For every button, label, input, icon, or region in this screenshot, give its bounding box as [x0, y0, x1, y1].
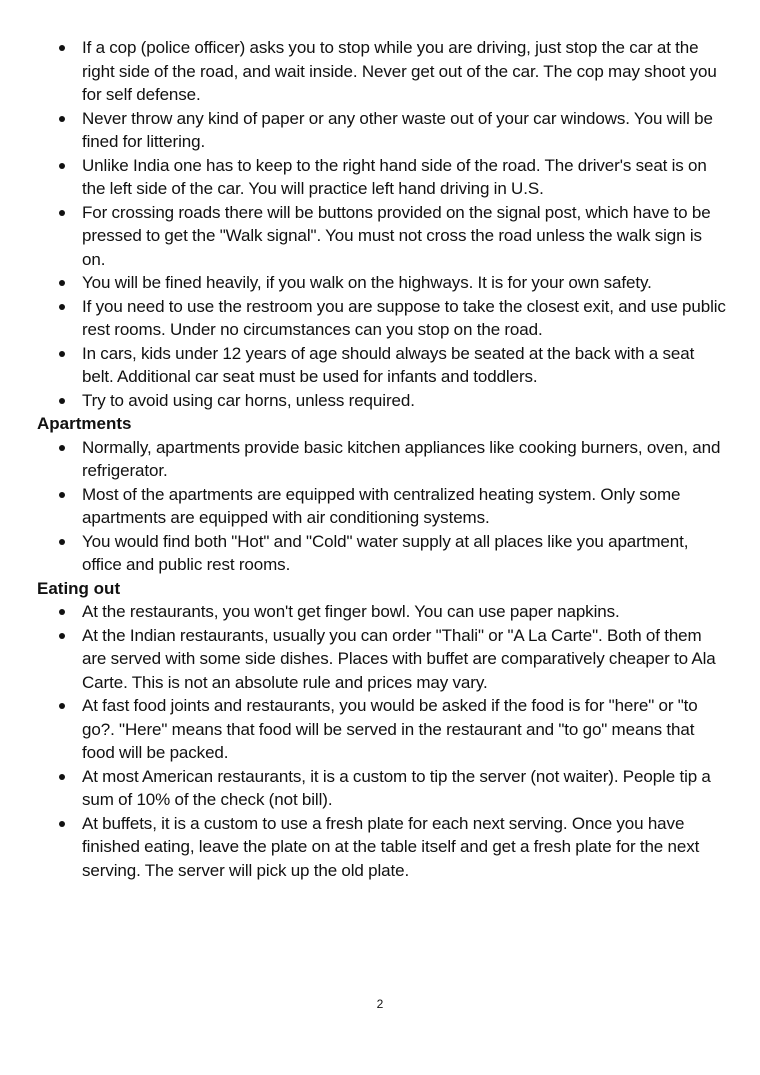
list-item: [37, 600, 727, 624]
driving-rules-list: [37, 36, 727, 412]
bullet-icon: [59, 163, 65, 169]
bullet-icon: [59, 45, 65, 51]
bullet-icon: [59, 210, 65, 216]
list-item: [37, 154, 727, 201]
list-item-text: You would find both "Hot" and "Cold" water supply at all places like you apartment, office and public rest rooms.: [82, 531, 689, 574]
section-heading-apartments: Apartments: [37, 414, 132, 433]
list-item: [37, 624, 727, 695]
bullet-icon: [59, 492, 65, 498]
list-item: [37, 201, 727, 272]
list-item: [37, 483, 727, 530]
list-item: [37, 36, 727, 107]
bullet-icon: [59, 280, 65, 286]
list-item: [37, 694, 727, 765]
list-item-text: Most of the apartments are equipped with centralized heating system. Only some apartments are equipped with air conditioning systems.: [82, 484, 681, 527]
bullet-icon: [59, 445, 65, 451]
eating-out-list: [37, 600, 727, 882]
list-item-text: For crossing roads there will be buttons provided on the signal post, which have to be pressed to get the "Walk signal". You must not cross the road unless the walk sign is on.: [82, 202, 711, 269]
list-item: [37, 271, 727, 295]
bullet-icon: [59, 539, 65, 545]
list-item-text: At most American restaurants, it is a custom to tip the server (not waiter). People tip a sum of 10% of the check (not bill).: [82, 766, 711, 809]
list-item-text: If you need to use the restroom you are suppose to take the closest exit, and use public rest rooms. Under no circumstances can you stop on the road.: [82, 296, 726, 339]
page-number: 2: [376, 997, 384, 1011]
list-item: [37, 530, 727, 577]
page-content: [37, 36, 727, 882]
bullet-icon: [59, 609, 65, 615]
bullet-icon: [59, 398, 65, 404]
list-item-text: Normally, apartments provide basic kitchen appliances like cooking burners, oven, and refrigerator.: [82, 437, 721, 480]
bullet-icon: [59, 116, 65, 122]
list-item: [37, 765, 727, 812]
list-item-text: Never throw any kind of paper or any other waste out of your car windows. You will be fined for littering.: [82, 108, 713, 151]
list-item-text: At fast food joints and restaurants, you would be asked if the food is for "here" or "to go?. "Here" means that food will be served in the restaurant and "to go" means that food will be packed.: [82, 696, 698, 762]
list-item-text: At buffets, it is a custom to use a fresh plate for each next serving. Once you have finished eating, leave the plate on at the table itself and get a fresh plate for the next serving. The server will pick up the old plate.: [82, 813, 700, 880]
list-item-text: In cars, kids under 12 years of age should always be seated at the back with a seat belt. Additional car seat must be used for infants and toddlers.: [82, 343, 695, 386]
list-item: [37, 295, 727, 342]
section-heading-eating-out: Eating out: [37, 578, 121, 598]
bullet-icon: [59, 351, 65, 357]
list-item-text: At the Indian restaurants, usually you can order "Thali" or "A La Carte". Both of them are served with some side dishes. Places with buffet are comparatively cheaper to Ala Carte. This is not an absolute rule and prices may vary.: [82, 625, 716, 692]
list-item: [37, 342, 727, 389]
bullet-icon: [59, 304, 65, 310]
list-item-text: If a cop (police officer) asks you to stop while you are driving, just stop the car at the right side of the road, and wait inside. Never get out of the car. The cop may shoot you for self defense.: [82, 38, 717, 104]
list-item-text: Try to avoid using car horns, unless required.: [82, 390, 415, 410]
bullet-icon: [59, 821, 65, 827]
bullet-icon: [59, 703, 65, 709]
list-item-text: At the restaurants, you won't get finger bowl. You can use paper napkins.: [82, 602, 620, 621]
apartments-list: [37, 436, 727, 577]
list-item-text: Unlike India one has to keep to the right hand side of the road. The driver's seat is on the left side of the car. You will practice left hand driving in U.S.: [82, 155, 707, 198]
bullet-icon: [59, 774, 65, 780]
list-item: [37, 107, 727, 154]
list-item: [37, 812, 727, 883]
bullet-icon: [59, 633, 65, 639]
list-item: [37, 436, 727, 483]
list-item: [37, 389, 727, 413]
list-item-text: You will be fined heavily, if you walk on the highways. It is for your own safety.: [82, 273, 652, 292]
